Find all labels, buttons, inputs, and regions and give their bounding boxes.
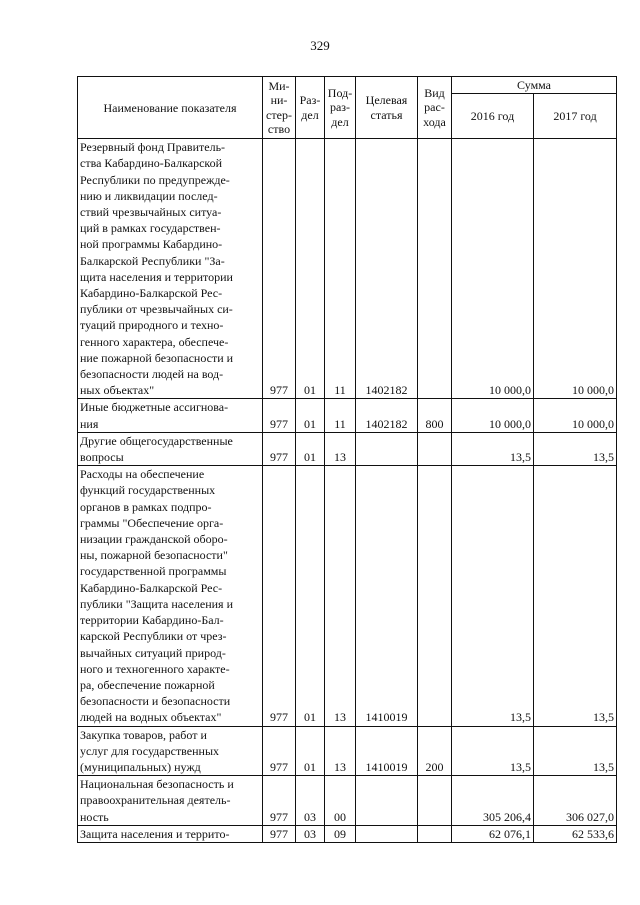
row-sum-2017: 13,5: [534, 726, 617, 776]
row-name: Резервный фонд Правитель- ства Кабардино-Балкарской Республики по предупрежде- нию и ликвидации послед- ствий чрезвычайных ситуа- ций в рамках государствен- ной программы Кабардино- Балкарской Республики "За- щита населения и территории Кабардино-Балкарской Рес- публики от чрезвычайных си- туаций природного и техно- генного характера, обеспече- ние пожарной безопасности и безопасности людей на вод- ных объектах": [78, 139, 263, 399]
row-name: Защита населения и террито-: [78, 825, 263, 842]
row-ministry: 977: [263, 432, 296, 465]
row-subsection: 00: [325, 776, 356, 826]
row-target: [356, 432, 418, 465]
header-sum: Сумма: [452, 77, 617, 94]
row-ministry: 977: [263, 399, 296, 432]
row-section: 01: [296, 726, 325, 776]
row-expense-type: [418, 139, 452, 399]
row-subsection: 13: [325, 726, 356, 776]
row-sum-2016: 13,5: [452, 466, 534, 726]
table-row: [78, 466, 617, 726]
row-name: Другие общегосударственные вопросы: [78, 432, 263, 465]
row-target: 1402182: [356, 399, 418, 432]
row-sum-2017: 13,5: [534, 466, 617, 726]
table-row: [78, 726, 617, 776]
row-target: 1402182: [356, 139, 418, 399]
row-section: 01: [296, 139, 325, 399]
row-target: [356, 825, 418, 842]
row-subsection: 11: [325, 399, 356, 432]
row-section: 01: [296, 432, 325, 465]
row-sum-2017: 62 533,6: [534, 825, 617, 842]
row-sum-2016: 13,5: [452, 726, 534, 776]
row-section: 01: [296, 399, 325, 432]
row-expense-type: [418, 776, 452, 826]
row-name: Национальная безопасность и правоохранительная деятель- ность: [78, 776, 263, 826]
row-target: 1410019: [356, 466, 418, 726]
row-ministry: 977: [263, 776, 296, 826]
row-sum-2016: 10 000,0: [452, 139, 534, 399]
row-ministry: 977: [263, 825, 296, 842]
row-name: Расходы на обеспечение функций государственных органов в рамках подпро- граммы "Обеспечение орга- низации гражданской оборо- ны, пожарной безопасности" государственной программы Кабардино-Балкарской Рес- публики "Защита населения и территории Кабардино-Бал- карской Республики от чрез- вычайных ситуаций природ- ного и техногенного характе- ра, обеспечение пожарной безопасности и безопасности людей на водных объектах": [78, 466, 263, 726]
row-subsection: 09: [325, 825, 356, 842]
row-name: Закупка товаров, работ и услуг для государственных (муниципальных) нужд: [78, 726, 263, 776]
row-sum-2016: 10 000,0: [452, 399, 534, 432]
table-row: [78, 432, 617, 465]
page-number: 329: [310, 38, 330, 53]
row-target: [356, 776, 418, 826]
row-expense-type: 200: [418, 726, 452, 776]
row-subsection: 13: [325, 466, 356, 726]
row-sum-2017: 306 027,0: [534, 776, 617, 826]
header-year-2017: 2017 год: [534, 94, 617, 139]
row-target: 1410019: [356, 726, 418, 776]
table-row: [78, 776, 617, 826]
table-row: [78, 825, 617, 842]
table-header: [78, 77, 617, 139]
row-section: 03: [296, 776, 325, 826]
budget-table: [77, 76, 617, 843]
header-subsection: Под- раз- дел: [325, 77, 356, 139]
header-year-2016: 2016 год: [452, 94, 534, 139]
header-ministry: Ми- ни- стер- ство: [263, 77, 296, 139]
row-sum-2017: 10 000,0: [534, 399, 617, 432]
table-row: [78, 399, 617, 432]
row-ministry: 977: [263, 466, 296, 726]
row-section: 01: [296, 466, 325, 726]
row-ministry: 977: [263, 139, 296, 399]
row-section: 03: [296, 825, 325, 842]
row-name: Иные бюджетные ассигнова- ния: [78, 399, 263, 432]
row-expense-type: [418, 466, 452, 726]
header-target: Целевая статья: [356, 77, 418, 139]
row-subsection: 13: [325, 432, 356, 465]
row-expense-type: [418, 432, 452, 465]
header-section: Раз- дел: [296, 77, 325, 139]
row-subsection: 11: [325, 139, 356, 399]
row-expense-type: 800: [418, 399, 452, 432]
row-sum-2017: 10 000,0: [534, 139, 617, 399]
row-ministry: 977: [263, 726, 296, 776]
header-name: Наименование показателя: [78, 77, 263, 139]
table-row: [78, 139, 617, 399]
row-sum-2016: 62 076,1: [452, 825, 534, 842]
row-sum-2017: 13,5: [534, 432, 617, 465]
header-expense-type: Вид рас- хода: [418, 77, 452, 139]
row-sum-2016: 13,5: [452, 432, 534, 465]
row-expense-type: [418, 825, 452, 842]
table-body: [78, 139, 617, 843]
row-sum-2016: 305 206,4: [452, 776, 534, 826]
